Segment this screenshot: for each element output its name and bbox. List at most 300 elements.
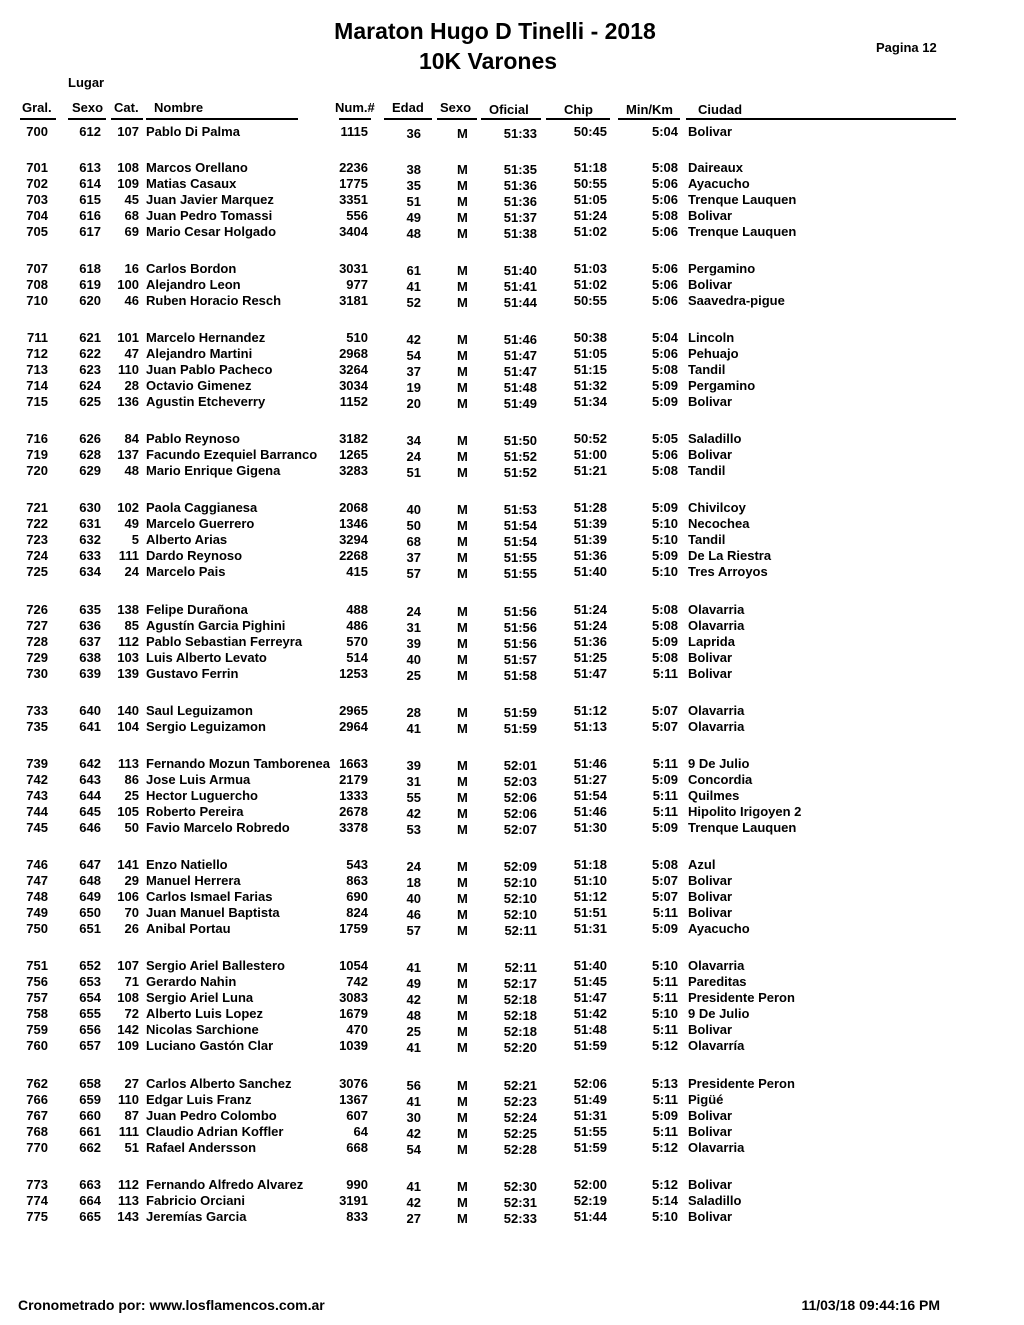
cell-cat: 50 — [124, 820, 139, 835]
cell-sexo2: M — [457, 992, 468, 1007]
cell-gral: 705 — [26, 224, 48, 239]
cell-nombre: Juan Pablo Pacheco — [146, 362, 273, 377]
cell-nombre: Mario Cesar Holgado — [146, 224, 277, 239]
cell-chip: 52:19 — [573, 1193, 607, 1208]
cell-minkm: 5:08 — [651, 650, 678, 665]
col-header-gral: Gral. — [22, 100, 52, 115]
cell-edad: 24 — [406, 449, 421, 464]
cell-nombre: Pablo Di Palma — [146, 124, 240, 139]
table-row — [0, 208, 1024, 224]
cell-oficial: 51:57 — [503, 652, 537, 667]
cell-sexo: 621 — [79, 330, 101, 345]
cell-num: 486 — [346, 618, 368, 633]
cell-edad: 49 — [406, 210, 421, 225]
cell-cat: 107 — [117, 958, 139, 973]
cell-cat: 27 — [124, 1076, 139, 1091]
table-row — [0, 293, 1024, 309]
cell-minkm: 5:06 — [651, 293, 678, 308]
cell-gral: 727 — [26, 618, 48, 633]
cell-edad: 37 — [406, 364, 421, 379]
cell-num: 1115 — [340, 124, 368, 139]
cell-minkm: 5:13 — [651, 1076, 678, 1091]
cell-edad: 42 — [406, 332, 421, 347]
cell-ciudad: Bolivar — [688, 889, 733, 904]
table-row — [0, 1022, 1024, 1038]
cell-sexo: 628 — [79, 447, 101, 462]
cell-ciudad: Bolivar — [688, 1177, 733, 1192]
cell-sexo2: M — [457, 1110, 468, 1125]
cell-oficial: 51:59 — [503, 705, 537, 720]
cell-sexo2: M — [457, 465, 468, 480]
cell-edad: 41 — [406, 1179, 421, 1194]
cell-minkm: 5:11 — [652, 804, 678, 819]
cell-minkm: 5:07 — [651, 873, 678, 888]
cell-sexo2: M — [457, 907, 468, 922]
cell-ciudad: De La Riestra — [688, 548, 772, 563]
cell-ciudad: Olavarria — [688, 719, 745, 734]
cell-nombre: Mario Enrique Gigena — [146, 463, 281, 478]
cell-nombre: Felipe Durañona — [146, 602, 248, 617]
cell-oficial: 51:41 — [503, 279, 537, 294]
cell-minkm: 5:11 — [652, 905, 678, 920]
cell-gral: 721 — [26, 500, 48, 515]
cell-sexo: 634 — [79, 564, 101, 579]
cell-edad: 51 — [406, 465, 421, 480]
cell-oficial: 52:03 — [503, 774, 537, 789]
cell-nombre: Jeremías Garcia — [146, 1209, 247, 1224]
cell-num: 3076 — [339, 1076, 368, 1091]
cell-edad: 50 — [406, 518, 421, 533]
cell-gral: 766 — [26, 1092, 48, 1107]
cell-nombre: Juan Manuel Baptista — [146, 905, 280, 920]
cell-minkm: 5:11 — [652, 974, 678, 989]
cell-edad: 42 — [406, 992, 421, 1007]
cell-oficial: 52:30 — [503, 1179, 537, 1194]
cell-chip: 51:46 — [573, 756, 607, 771]
cell-edad: 41 — [406, 1094, 421, 1109]
cell-edad: 24 — [406, 859, 421, 874]
cell-gral: 770 — [26, 1140, 48, 1155]
cell-sexo2: M — [457, 1179, 468, 1194]
cell-chip: 51:13 — [573, 719, 607, 734]
cell-cat: 109 — [117, 176, 139, 191]
cell-chip: 51:40 — [573, 564, 607, 579]
cell-minkm: 5:09 — [651, 634, 678, 649]
cell-gral: 748 — [26, 889, 48, 904]
cell-gral: 726 — [26, 602, 48, 617]
cell-edad: 27 — [406, 1211, 421, 1226]
cell-sexo: 618 — [79, 261, 101, 276]
page-title: Maraton Hugo D Tinelli - 2018 — [334, 18, 656, 44]
cell-edad: 42 — [406, 806, 421, 821]
table-row — [0, 1193, 1024, 1209]
cell-edad: 48 — [406, 226, 421, 241]
cell-nombre: Carlos Bordon — [146, 261, 237, 276]
cell-chip: 51:05 — [573, 346, 607, 361]
cell-edad: 41 — [406, 960, 421, 975]
col-header-cat: Cat. — [114, 100, 139, 115]
cell-nombre: Carlos Ismael Farias — [146, 889, 273, 904]
cell-edad: 40 — [406, 652, 421, 667]
table-row — [0, 463, 1024, 479]
cell-chip: 51:59 — [573, 1140, 607, 1155]
cell-oficial: 51:54 — [503, 518, 537, 533]
lugar-group-label: Lugar — [68, 75, 105, 90]
table-row — [0, 1209, 1024, 1225]
cell-minkm: 5:12 — [651, 1140, 678, 1155]
col-header-sexo2: Sexo — [440, 100, 472, 115]
cell-edad: 40 — [406, 891, 421, 906]
cell-minkm: 5:09 — [651, 378, 678, 393]
cell-minkm: 5:11 — [652, 1092, 678, 1107]
cell-num: 1367 — [339, 1092, 368, 1107]
cell-cat: 5 — [131, 532, 139, 547]
cell-oficial: 51:56 — [503, 636, 537, 651]
cell-num: 833 — [346, 1209, 368, 1224]
cell-cat: 137 — [117, 447, 139, 462]
cell-sexo: 641 — [79, 719, 101, 734]
cell-ciudad: Tandil — [688, 463, 726, 478]
table-row — [0, 431, 1024, 447]
cell-nombre: Luciano Gastón Clar — [146, 1038, 274, 1053]
cell-cat: 49 — [124, 516, 139, 531]
cell-oficial: 51:49 — [503, 396, 537, 411]
cell-edad: 42 — [406, 1195, 421, 1210]
cell-gral: 711 — [27, 330, 48, 345]
cell-sexo: 660 — [79, 1108, 101, 1123]
cell-chip: 51:55 — [573, 1124, 607, 1139]
cell-sexo: 617 — [79, 224, 101, 239]
cell-ciudad: Bolivar — [688, 277, 733, 292]
cell-cat: 29 — [124, 873, 139, 888]
cell-num: 2968 — [339, 346, 368, 361]
table-row — [0, 974, 1024, 990]
cell-sexo: 632 — [79, 532, 101, 547]
cell-ciudad: Bolivar — [688, 447, 733, 462]
cell-gral: 729 — [26, 650, 48, 665]
cell-num: 1152 — [339, 394, 368, 409]
cell-minkm: 5:09 — [651, 772, 678, 787]
cell-cat: 85 — [124, 618, 139, 633]
cell-cat: 111 — [118, 1124, 139, 1139]
cell-oficial: 52:06 — [503, 790, 537, 805]
cell-oficial: 51:46 — [503, 332, 537, 347]
cell-chip: 51:31 — [573, 1108, 607, 1123]
cell-chip: 51:51 — [573, 905, 607, 920]
cell-gral: 745 — [26, 820, 48, 835]
cell-oficial: 52:25 — [503, 1126, 537, 1141]
cell-minkm: 5:09 — [651, 921, 678, 936]
cell-gral: 758 — [26, 1006, 48, 1021]
cell-gral: 756 — [26, 974, 48, 989]
cell-ciudad: Bolivar — [688, 394, 733, 409]
cell-ciudad: Bolivar — [688, 905, 733, 920]
cell-minkm: 5:09 — [651, 548, 678, 563]
cell-nombre: Octavio Gimenez — [146, 378, 252, 393]
cell-edad: 48 — [406, 1008, 421, 1023]
cell-chip: 51:02 — [573, 224, 607, 239]
table-row — [0, 1124, 1024, 1140]
cell-minkm: 5:10 — [651, 564, 678, 579]
cell-sexo2: M — [457, 668, 468, 683]
cell-nombre: Agustín Garcia Pighini — [146, 618, 286, 633]
cell-sexo2: M — [457, 226, 468, 241]
cell-minkm: 5:14 — [651, 1193, 678, 1208]
cell-chip: 51:42 — [573, 1006, 607, 1021]
cell-num: 3283 — [339, 463, 368, 478]
cell-num: 510 — [346, 330, 368, 345]
cell-sexo: 642 — [79, 756, 101, 771]
cell-sexo2: M — [457, 449, 468, 464]
cell-num: 1663 — [339, 756, 368, 771]
cell-sexo2: M — [457, 194, 468, 209]
cell-chip: 51:00 — [573, 447, 607, 462]
table-row — [0, 889, 1024, 905]
cell-ciudad: Tandil — [688, 532, 726, 547]
table-row — [0, 634, 1024, 650]
cell-nombre: Luis Alberto Levato — [146, 650, 267, 665]
cell-gral: 700 — [26, 124, 48, 139]
cell-edad: 53 — [406, 822, 421, 837]
cell-ciudad: Olavarria — [688, 1140, 745, 1155]
cell-oficial: 51:37 — [503, 210, 537, 225]
cell-num: 690 — [346, 889, 368, 904]
cell-num: 1759 — [339, 921, 368, 936]
cell-gral: 751 — [26, 958, 48, 973]
cell-cat: 110 — [118, 362, 139, 377]
cell-sexo: 612 — [79, 124, 101, 139]
cell-sexo: 626 — [79, 431, 101, 446]
cell-minkm: 5:10 — [651, 532, 678, 547]
cell-nombre: Roberto Pereira — [146, 804, 244, 819]
cell-sexo2: M — [457, 875, 468, 890]
cell-num: 2965 — [339, 703, 368, 718]
cell-gral: 739 — [26, 756, 48, 771]
table-row — [0, 447, 1024, 463]
table-row — [0, 719, 1024, 735]
cell-cat: 25 — [124, 788, 139, 803]
cell-sexo: 663 — [79, 1177, 101, 1192]
cell-cat: 84 — [124, 431, 139, 446]
cell-oficial: 51:59 — [503, 721, 537, 736]
cell-ciudad: Hipolito Irigoyen 2 — [688, 804, 802, 819]
cell-chip: 51:24 — [573, 602, 607, 617]
cell-chip: 51:12 — [573, 703, 607, 718]
table-row — [0, 176, 1024, 192]
cell-cat: 24 — [124, 564, 139, 579]
cell-gral: 774 — [26, 1193, 48, 1208]
cell-chip: 50:55 — [573, 176, 607, 191]
cell-gral: 708 — [26, 277, 48, 292]
table-row — [0, 1177, 1024, 1193]
cell-ciudad: Presidente Peron — [688, 1076, 795, 1091]
cell-edad: 34 — [406, 433, 421, 448]
table-row — [0, 804, 1024, 820]
cell-num: 1054 — [339, 958, 368, 973]
cell-chip: 50:45 — [573, 124, 607, 139]
cell-nombre: Matias Casaux — [146, 176, 237, 191]
cell-sexo: 654 — [79, 990, 101, 1005]
cell-chip: 51:24 — [573, 618, 607, 633]
cell-sexo: 664 — [79, 1193, 101, 1208]
cell-minkm: 5:08 — [651, 208, 678, 223]
cell-oficial: 51:40 — [503, 263, 537, 278]
cell-num: 824 — [346, 905, 368, 920]
cell-chip: 51:10 — [573, 873, 607, 888]
cell-num: 3264 — [339, 362, 368, 377]
cell-chip: 51:30 — [573, 820, 607, 835]
cell-ciudad: Pehuajo — [688, 346, 739, 361]
cell-edad: 57 — [406, 566, 421, 581]
cell-edad: 55 — [406, 790, 421, 805]
cell-minkm: 5:06 — [651, 261, 678, 276]
cell-oficial: 52:21 — [503, 1078, 537, 1093]
cell-oficial: 52:28 — [503, 1142, 537, 1157]
cell-sexo2: M — [457, 790, 468, 805]
table-row — [0, 160, 1024, 176]
cell-minkm: 5:08 — [651, 463, 678, 478]
cell-nombre: Rafael Andersson — [146, 1140, 257, 1155]
cell-oficial: 52:23 — [503, 1094, 537, 1109]
cell-num: 543 — [346, 857, 368, 872]
cell-oficial: 52:10 — [503, 907, 537, 922]
cell-edad: 37 — [406, 550, 421, 565]
cell-ciudad: Bolivar — [688, 208, 733, 223]
cell-ciudad: Bolivar — [688, 1124, 733, 1139]
cell-minkm: 5:05 — [651, 431, 678, 446]
cell-gral: 716 — [26, 431, 48, 446]
cell-cat: 86 — [124, 772, 139, 787]
cell-nombre: Ruben Horacio Resch — [146, 293, 282, 308]
cell-minkm: 5:11 — [652, 1022, 678, 1037]
col-header-edad: Edad — [392, 100, 424, 115]
cell-minkm: 5:12 — [651, 1177, 678, 1192]
cell-minkm: 5:11 — [652, 666, 678, 681]
cell-sexo2: M — [457, 636, 468, 651]
cell-edad: 30 — [406, 1110, 421, 1125]
cell-sexo: 623 — [79, 362, 101, 377]
table-row — [0, 1140, 1024, 1156]
cell-sexo2: M — [457, 721, 468, 736]
cell-num: 990 — [346, 1177, 368, 1192]
cell-ciudad: 9 De Julio — [688, 756, 750, 771]
cell-sexo2: M — [457, 126, 468, 141]
cell-sexo: 630 — [79, 500, 101, 515]
cell-cat: 70 — [124, 905, 139, 920]
cell-cat: 87 — [124, 1108, 139, 1123]
cell-gral: 744 — [26, 804, 48, 819]
cell-edad: 25 — [406, 668, 421, 683]
cell-oficial: 52:06 — [503, 806, 537, 821]
cell-oficial: 52:11 — [504, 923, 537, 938]
cell-nombre: Dardo Reynoso — [146, 548, 243, 563]
table-row — [0, 1038, 1024, 1054]
cell-ciudad: Azul — [688, 857, 716, 872]
cell-cat: 142 — [117, 1022, 139, 1037]
cell-cat: 111 — [118, 548, 139, 563]
cell-edad: 31 — [406, 774, 421, 789]
cell-gral: 702 — [26, 176, 48, 191]
cell-edad: 39 — [406, 758, 421, 773]
cell-gral: 712 — [26, 346, 48, 361]
cell-chip: 51:03 — [573, 261, 607, 276]
cell-minkm: 5:12 — [651, 1038, 678, 1053]
page-subtitle: 10K Varones — [418, 48, 558, 74]
cell-minkm: 5:08 — [651, 602, 678, 617]
cell-ciudad: Olavarria — [688, 958, 745, 973]
cell-gral: 749 — [26, 905, 48, 920]
cell-minkm: 5:08 — [651, 618, 678, 633]
cell-cat: 26 — [124, 921, 139, 936]
cell-sexo2: M — [457, 1094, 468, 1109]
table-row — [0, 500, 1024, 516]
cell-oficial: 51:55 — [503, 566, 537, 581]
cell-minkm: 5:06 — [651, 346, 678, 361]
cell-chip: 51:18 — [573, 160, 607, 175]
footer-timestamp: 11/03/18 09:44:16 PM — [801, 1297, 940, 1313]
cell-oficial: 51:52 — [503, 465, 537, 480]
cell-num: 3351 — [339, 192, 368, 207]
cell-gral: 733 — [26, 703, 48, 718]
cell-ciudad: Pergamino — [688, 378, 756, 393]
table-row — [0, 772, 1024, 788]
cell-chip: 51:24 — [573, 208, 607, 223]
cell-edad: 28 — [406, 705, 421, 720]
cell-ciudad: Saladillo — [688, 431, 742, 446]
col-header-oficial: Oficial — [489, 102, 529, 117]
cell-sexo: 614 — [79, 176, 101, 191]
cell-num: 3181 — [339, 293, 368, 308]
cell-cat: 138 — [117, 602, 139, 617]
cell-edad: 39 — [406, 636, 421, 651]
cell-ciudad: Olavarria — [688, 602, 745, 617]
cell-sexo2: M — [457, 806, 468, 821]
cell-ciudad: Chivilcoy — [688, 500, 746, 515]
cell-minkm: 5:09 — [651, 500, 678, 515]
cell-minkm: 5:06 — [651, 447, 678, 462]
cell-nombre: Nicolas Sarchione — [146, 1022, 259, 1037]
cell-num: 977 — [346, 277, 368, 292]
col-header-num: Num.# — [335, 100, 375, 115]
cell-edad: 41 — [406, 279, 421, 294]
cell-gral: 724 — [26, 548, 48, 563]
cell-nombre: Facundo Ezequiel Barranco — [146, 447, 318, 462]
cell-chip: 52:06 — [573, 1076, 607, 1091]
cell-num: 863 — [346, 873, 368, 888]
cell-oficial: 52:07 — [503, 822, 537, 837]
cell-sexo: 650 — [79, 905, 101, 920]
cell-chip: 51:36 — [573, 634, 607, 649]
cell-gral: 773 — [26, 1177, 48, 1192]
cell-minkm: 5:11 — [652, 788, 678, 803]
cell-cat: 110 — [118, 1092, 139, 1107]
table-row — [0, 532, 1024, 548]
cell-chip: 51:47 — [573, 990, 607, 1005]
cell-sexo: 613 — [79, 160, 101, 175]
cell-chip: 51:05 — [573, 192, 607, 207]
cell-cat: 140 — [117, 703, 139, 718]
col-header-ciudad: Ciudad — [698, 102, 743, 117]
cell-ciudad: 9 De Julio — [688, 1006, 750, 1021]
cell-nombre: Alejandro Leon — [146, 277, 241, 292]
cell-chip: 51:39 — [573, 516, 607, 531]
cell-edad: 68 — [406, 534, 421, 549]
cell-sexo: 665 — [79, 1209, 101, 1224]
cell-sexo2: M — [457, 279, 468, 294]
cell-minkm: 5:11 — [652, 990, 678, 1005]
cell-gral: 704 — [26, 208, 48, 223]
cell-edad: 46 — [406, 907, 421, 922]
